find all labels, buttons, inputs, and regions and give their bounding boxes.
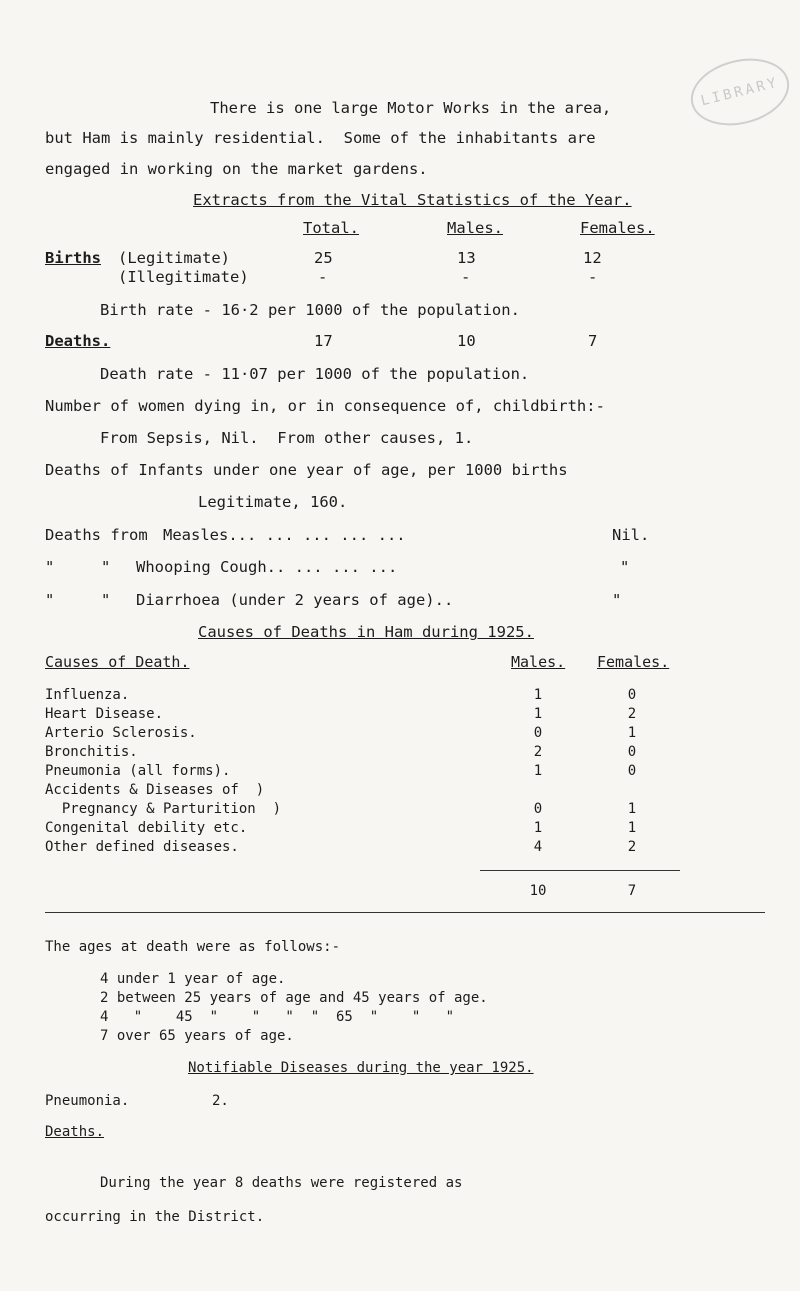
causes-col-header: Causes of Death. xyxy=(45,653,190,671)
deaths-from-diarrhoea-value: " xyxy=(612,591,622,609)
age-line-1: 4 under 1 year of age. xyxy=(100,971,286,987)
notifiable-heading: Notifiable Diseases during the year 1925. xyxy=(188,1060,534,1076)
infant-deaths-line: Deaths of Infants under one year of age, per 1000 births xyxy=(45,461,568,479)
deaths-females: 7 xyxy=(588,332,598,350)
deaths-from-diarrhoea-prefix: " " xyxy=(45,591,111,609)
cause-label: Congenital debility etc. xyxy=(45,820,248,836)
cause-males: 2 xyxy=(533,744,543,760)
cause-females: 0 xyxy=(627,744,637,760)
birth-rate: Birth rate - 16·2 per 1000 of the population. xyxy=(100,301,520,319)
intro-line-2: but Ham is mainly residential. Some of the inhabitants are xyxy=(45,129,596,147)
cause-label: Bronchitis. xyxy=(45,744,138,760)
legitimate-total: 25 xyxy=(314,249,333,267)
cause-label: Heart Disease. xyxy=(45,706,164,722)
cause-label: Other defined diseases. xyxy=(45,839,239,855)
total-females: 7 xyxy=(627,883,637,899)
age-line-2: 2 between 25 years of age and 45 years of age. xyxy=(100,990,488,1006)
cause-males: 1 xyxy=(533,687,543,703)
totals-rule xyxy=(480,870,680,871)
causes-heading: Causes of Deaths in Ham during 1925. xyxy=(198,623,534,641)
births-label: Births xyxy=(45,249,101,267)
col-total-header: Total. xyxy=(303,219,359,237)
legitimate-females: 12 xyxy=(583,249,602,267)
cause-label: Arterio Sclerosis. xyxy=(45,725,197,741)
deaths-from-whooping-prefix: " " xyxy=(45,558,111,576)
causes-females-header: Females. xyxy=(597,653,670,671)
illegitimate-males: - xyxy=(461,268,471,286)
deaths-label: Deaths. xyxy=(45,332,111,350)
total-males: 10 xyxy=(529,883,547,899)
cause-males: 1 xyxy=(533,706,543,722)
death-rate: Death rate - 11·07 per 1000 of the population. xyxy=(100,365,530,383)
deaths-from-whooping-cause: Whooping Cough.. ... ... ... xyxy=(136,558,398,576)
legitimate-label: (Legitimate) xyxy=(118,249,230,267)
cause-label: Accidents & Diseases of ) xyxy=(45,782,265,798)
illegitimate-females: - xyxy=(588,268,598,286)
cause-males: 0 xyxy=(533,725,543,741)
cause-males: 0 xyxy=(533,801,543,817)
causes-males-header: Males. xyxy=(511,653,566,671)
table-bottom-rule xyxy=(45,912,765,913)
deaths-from-whooping-value: " xyxy=(620,558,630,576)
cause-males: 4 xyxy=(533,839,543,855)
cause-males: 1 xyxy=(533,820,543,836)
deaths-total: 17 xyxy=(314,332,333,350)
deaths-paragraph-line-1: During the year 8 deaths were registered as xyxy=(100,1175,463,1191)
deaths-from-measles-prefix: Deaths from xyxy=(45,526,148,544)
cause-females: 1 xyxy=(627,725,637,741)
deaths-paragraph-line-2: occurring in the District. xyxy=(45,1209,265,1225)
cause-label: Pregnancy & Parturition ) xyxy=(45,801,282,817)
col-females-header: Females. xyxy=(580,219,655,237)
library-stamp: LIBRARY xyxy=(684,49,797,135)
extracts-heading: Extracts from the Vital Statistics of the Year. xyxy=(193,191,632,209)
cause-females: 2 xyxy=(627,706,637,722)
cause-females: 0 xyxy=(627,763,637,779)
pneumonia-label: Pneumonia. xyxy=(45,1093,130,1109)
cause-females: 0 xyxy=(627,687,637,703)
cause-females: 2 xyxy=(627,839,637,855)
age-line-3: 4 " 45 " " " " 65 " " " xyxy=(100,1009,455,1025)
illegitimate-label: (Illegitimate) xyxy=(118,268,249,286)
sepsis-line: From Sepsis, Nil. From other causes, 1. xyxy=(100,429,474,447)
cause-females: 1 xyxy=(627,820,637,836)
deaths-from-measles-cause: Measles... ... ... ... ... xyxy=(163,526,406,544)
deaths-from-measles-value: Nil. xyxy=(612,526,650,544)
women-dying-line: Number of women dying in, or in consequence of, childbirth:- xyxy=(45,397,605,415)
legitimate-rate-line: Legitimate, 160. xyxy=(198,493,348,511)
cause-label: Pneumonia (all forms). xyxy=(45,763,231,779)
intro-line-3: engaged in working on the market gardens. xyxy=(45,160,428,178)
cause-label: Influenza. xyxy=(45,687,130,703)
intro-line-1: There is one large Motor Works in the area, xyxy=(210,99,612,117)
deaths-males: 10 xyxy=(457,332,476,350)
age-line-4: 7 over 65 years of age. xyxy=(100,1028,294,1044)
illegitimate-total: - xyxy=(318,268,328,286)
deaths-from-diarrhoea-cause: Diarrhoea (under 2 years of age).. xyxy=(136,591,454,609)
legitimate-males: 13 xyxy=(457,249,476,267)
ages-intro: The ages at death were as follows:- xyxy=(45,939,341,955)
cause-females: 1 xyxy=(627,801,637,817)
cause-males: 1 xyxy=(533,763,543,779)
deaths-section-heading: Deaths. xyxy=(45,1124,105,1140)
pneumonia-value: 2. xyxy=(212,1093,229,1109)
col-males-header: Males. xyxy=(447,219,503,237)
